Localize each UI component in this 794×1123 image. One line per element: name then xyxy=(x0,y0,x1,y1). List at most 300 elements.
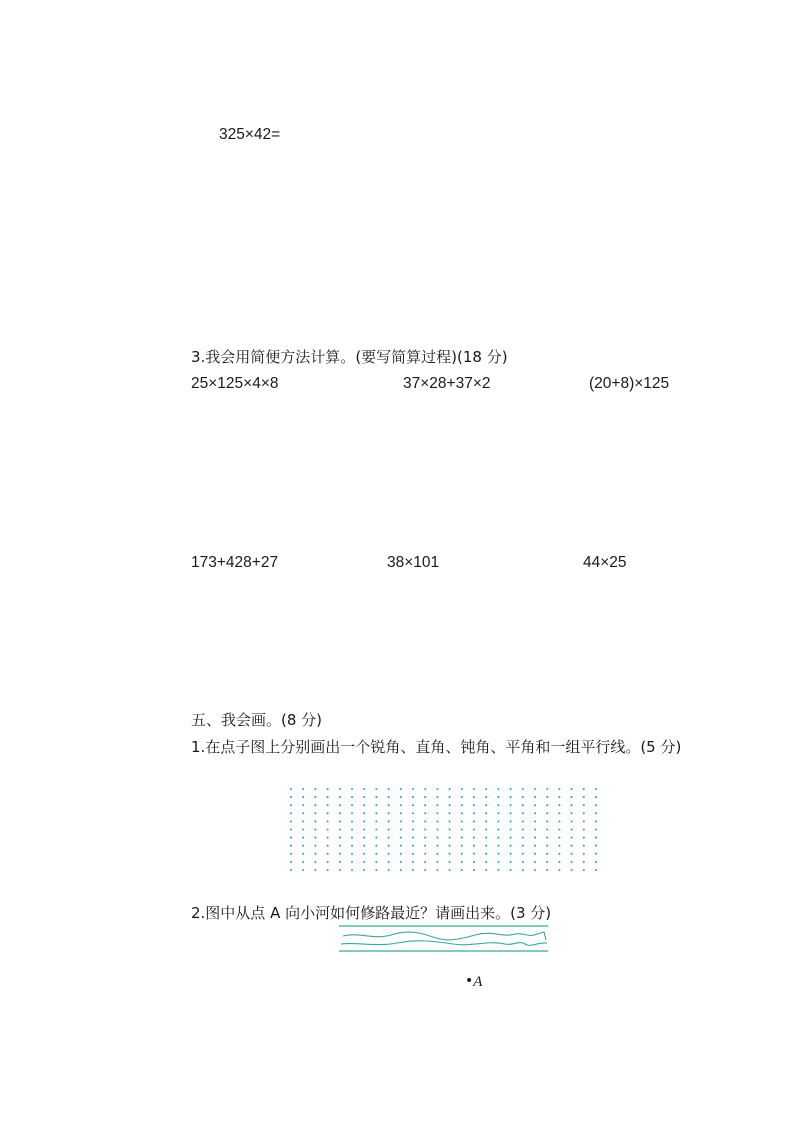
grid-dot[interactable] xyxy=(522,812,524,814)
grid-dot[interactable] xyxy=(388,804,390,806)
grid-dot[interactable] xyxy=(327,837,329,839)
grid-dot[interactable] xyxy=(314,837,316,839)
expression-r2c2: 38×101 xyxy=(387,554,440,571)
grid-dot[interactable] xyxy=(314,828,316,830)
grid-dot[interactable] xyxy=(449,828,451,830)
grid-dot[interactable] xyxy=(473,869,475,871)
grid-dot[interactable] xyxy=(314,788,316,790)
grid-dot[interactable] xyxy=(351,837,353,839)
grid-dot[interactable] xyxy=(302,804,304,806)
grid-dot[interactable] xyxy=(400,812,402,814)
grid-dot[interactable] xyxy=(558,869,560,871)
grid-dot[interactable] xyxy=(290,853,292,855)
grid-dot[interactable] xyxy=(510,869,512,871)
grid-dot[interactable] xyxy=(461,796,463,798)
grid-dot[interactable] xyxy=(400,820,402,822)
grid-dot[interactable] xyxy=(571,828,573,830)
grid-dot[interactable] xyxy=(595,828,597,830)
grid-dot[interactable] xyxy=(424,869,426,871)
grid-dot[interactable] xyxy=(351,820,353,822)
grid-dot[interactable] xyxy=(327,796,329,798)
grid-dot[interactable] xyxy=(461,869,463,871)
grid-dot[interactable] xyxy=(558,820,560,822)
grid-dot[interactable] xyxy=(400,853,402,855)
grid-dot[interactable] xyxy=(388,861,390,863)
grid-dot[interactable] xyxy=(461,853,463,855)
grid-dot[interactable] xyxy=(436,861,438,863)
grid-dot[interactable] xyxy=(424,853,426,855)
grid-dot[interactable] xyxy=(558,861,560,863)
grid-dot[interactable] xyxy=(449,796,451,798)
river-drawing[interactable] xyxy=(337,922,551,956)
grid-dot[interactable] xyxy=(522,853,524,855)
grid-dot[interactable] xyxy=(534,796,536,798)
grid-dot[interactable] xyxy=(302,796,304,798)
grid-dot[interactable] xyxy=(510,804,512,806)
expression-r1c3: (20+8)×125 xyxy=(589,375,670,392)
grid-dot[interactable] xyxy=(339,828,341,830)
grid-dot[interactable] xyxy=(510,837,512,839)
grid-dot[interactable] xyxy=(497,837,499,839)
grid-dot[interactable] xyxy=(351,828,353,830)
grid-dot[interactable] xyxy=(595,812,597,814)
grid-dot[interactable] xyxy=(436,837,438,839)
grid-dot[interactable] xyxy=(583,812,585,814)
grid-dot[interactable] xyxy=(314,820,316,822)
grid-dot[interactable] xyxy=(400,804,402,806)
grid-dot[interactable] xyxy=(302,845,304,847)
grid-dot[interactable] xyxy=(473,820,475,822)
grid-dot[interactable] xyxy=(485,812,487,814)
grid-dot[interactable] xyxy=(302,812,304,814)
grid-dot[interactable] xyxy=(290,861,292,863)
grid-dot[interactable] xyxy=(534,804,536,806)
grid-dot[interactable] xyxy=(363,861,365,863)
grid-dot[interactable] xyxy=(546,869,548,871)
grid-dot[interactable] xyxy=(485,837,487,839)
grid-dot[interactable] xyxy=(412,788,414,790)
grid-dot[interactable] xyxy=(363,804,365,806)
grid-dot[interactable] xyxy=(473,845,475,847)
grid-dot[interactable] xyxy=(497,828,499,830)
grid-dot[interactable] xyxy=(327,828,329,830)
grid-dot[interactable] xyxy=(302,828,304,830)
grid-dot[interactable] xyxy=(546,861,548,863)
dot-grid[interactable] xyxy=(287,786,605,872)
grid-dot[interactable] xyxy=(363,796,365,798)
grid-dot[interactable] xyxy=(375,869,377,871)
grid-dot[interactable] xyxy=(388,853,390,855)
grid-dot[interactable] xyxy=(461,804,463,806)
grid-dot[interactable] xyxy=(327,861,329,863)
section5-q2: 2.图中从点 A 向小河如何修路最近？请画出来。(3 分) xyxy=(191,904,552,922)
grid-dot[interactable] xyxy=(571,820,573,822)
grid-dot[interactable] xyxy=(558,845,560,847)
grid-dot[interactable] xyxy=(534,869,536,871)
grid-dot[interactable] xyxy=(510,788,512,790)
grid-dot[interactable] xyxy=(290,837,292,839)
grid-dot[interactable] xyxy=(473,804,475,806)
grid-dot[interactable] xyxy=(510,828,512,830)
grid-dot[interactable] xyxy=(363,788,365,790)
grid-dot[interactable] xyxy=(339,820,341,822)
grid-dot[interactable] xyxy=(412,828,414,830)
grid-dot[interactable] xyxy=(375,788,377,790)
grid-dot[interactable] xyxy=(327,820,329,822)
grid-dot[interactable] xyxy=(339,853,341,855)
grid-dot[interactable] xyxy=(583,820,585,822)
grid-dot[interactable] xyxy=(461,828,463,830)
grid-dot[interactable] xyxy=(473,861,475,863)
grid-dot[interactable] xyxy=(449,845,451,847)
expression-r2c3: 44×25 xyxy=(583,554,627,571)
grid-dot[interactable] xyxy=(510,845,512,847)
grid-dot[interactable] xyxy=(314,796,316,798)
grid-dot[interactable] xyxy=(363,869,365,871)
grid-dot[interactable] xyxy=(290,845,292,847)
grid-dot[interactable] xyxy=(388,845,390,847)
grid-dot[interactable] xyxy=(473,853,475,855)
grid-dot[interactable] xyxy=(497,796,499,798)
grid-dot[interactable] xyxy=(473,828,475,830)
grid-dot[interactable] xyxy=(522,796,524,798)
grid-dot[interactable] xyxy=(461,845,463,847)
grid-dot[interactable] xyxy=(314,869,316,871)
expression-r2c1: 173+428+27 xyxy=(191,554,279,571)
grid-dot[interactable] xyxy=(558,828,560,830)
grid-dot[interactable] xyxy=(522,837,524,839)
grid-dot[interactable] xyxy=(351,853,353,855)
grid-dot[interactable] xyxy=(546,853,548,855)
grid-dot[interactable] xyxy=(485,788,487,790)
grid-dot[interactable] xyxy=(546,820,548,822)
grid-dot[interactable] xyxy=(522,845,524,847)
grid-dot[interactable] xyxy=(558,853,560,855)
grid-dot[interactable] xyxy=(558,812,560,814)
grid-dot[interactable] xyxy=(461,820,463,822)
grid-dot[interactable] xyxy=(400,788,402,790)
grid-dot[interactable] xyxy=(302,788,304,790)
grid-dot[interactable] xyxy=(571,804,573,806)
grid-dot[interactable] xyxy=(534,837,536,839)
grid-dot[interactable] xyxy=(449,853,451,855)
grid-dot[interactable] xyxy=(339,788,341,790)
expression-r1c2: 37×28+37×2 xyxy=(403,375,491,392)
grid-dot[interactable] xyxy=(351,861,353,863)
grid-dot[interactable] xyxy=(449,869,451,871)
expression-r1c1: 25×125×4×8 xyxy=(191,375,279,392)
grid-dot[interactable] xyxy=(351,845,353,847)
grid-dot[interactable] xyxy=(400,837,402,839)
grid-dot[interactable] xyxy=(314,812,316,814)
grid-dot[interactable] xyxy=(327,869,329,871)
grid-dot[interactable] xyxy=(595,853,597,855)
grid-dot[interactable] xyxy=(412,804,414,806)
grid-dot[interactable] xyxy=(290,869,292,871)
grid-dot[interactable] xyxy=(424,861,426,863)
grid-dot[interactable] xyxy=(290,804,292,806)
grid-dot[interactable] xyxy=(290,796,292,798)
grid-dot[interactable] xyxy=(571,845,573,847)
grid-dot[interactable] xyxy=(534,812,536,814)
grid-dot[interactable] xyxy=(571,837,573,839)
grid-dot[interactable] xyxy=(351,804,353,806)
grid-dot[interactable] xyxy=(510,861,512,863)
grid-dot[interactable] xyxy=(497,788,499,790)
grid-dot[interactable] xyxy=(558,804,560,806)
grid-dot[interactable] xyxy=(424,788,426,790)
grid-dot[interactable] xyxy=(485,845,487,847)
grid-dot[interactable] xyxy=(571,788,573,790)
grid-dot[interactable] xyxy=(485,861,487,863)
grid-dot[interactable] xyxy=(436,853,438,855)
grid-dot[interactable] xyxy=(558,788,560,790)
grid-dot[interactable] xyxy=(424,845,426,847)
grid-dot[interactable] xyxy=(473,837,475,839)
grid-dot[interactable] xyxy=(571,796,573,798)
grid-dot[interactable] xyxy=(351,796,353,798)
grid-dot[interactable] xyxy=(436,820,438,822)
grid-dot[interactable] xyxy=(583,828,585,830)
grid-dot[interactable] xyxy=(485,828,487,830)
grid-dot[interactable] xyxy=(449,812,451,814)
grid-dot[interactable] xyxy=(375,837,377,839)
grid-dot[interactable] xyxy=(290,828,292,830)
grid-dot[interactable] xyxy=(400,828,402,830)
grid-dot[interactable] xyxy=(388,796,390,798)
grid-dot[interactable] xyxy=(436,788,438,790)
grid-dot[interactable] xyxy=(485,869,487,871)
grid-dot[interactable] xyxy=(388,828,390,830)
grid-dot[interactable] xyxy=(327,788,329,790)
grid-dot[interactable] xyxy=(510,853,512,855)
grid-dot[interactable] xyxy=(571,812,573,814)
grid-dot[interactable] xyxy=(546,804,548,806)
grid-dot[interactable] xyxy=(314,804,316,806)
grid-dot[interactable] xyxy=(339,845,341,847)
grid-dot[interactable] xyxy=(375,828,377,830)
grid-dot[interactable] xyxy=(302,853,304,855)
grid-dot[interactable] xyxy=(497,820,499,822)
grid-dot[interactable] xyxy=(534,853,536,855)
grid-dot[interactable] xyxy=(363,812,365,814)
grid-dot[interactable] xyxy=(400,845,402,847)
grid-dot[interactable] xyxy=(314,845,316,847)
grid-dot[interactable] xyxy=(546,796,548,798)
grid-dot[interactable] xyxy=(534,828,536,830)
grid-dot[interactable] xyxy=(375,796,377,798)
grid-dot[interactable] xyxy=(400,869,402,871)
grid-dot[interactable] xyxy=(485,804,487,806)
grid-dot[interactable] xyxy=(290,812,292,814)
grid-dot[interactable] xyxy=(412,845,414,847)
grid-dot[interactable] xyxy=(546,828,548,830)
grid-dot[interactable] xyxy=(436,796,438,798)
grid-dot[interactable] xyxy=(510,796,512,798)
grid-dot[interactable] xyxy=(412,853,414,855)
grid-dot[interactable] xyxy=(424,812,426,814)
grid-dot[interactable] xyxy=(583,804,585,806)
grid-dot[interactable] xyxy=(583,861,585,863)
grid-dot[interactable] xyxy=(461,788,463,790)
grid-dot[interactable] xyxy=(436,869,438,871)
grid-dot[interactable] xyxy=(412,812,414,814)
grid-dot[interactable] xyxy=(571,869,573,871)
grid-dot[interactable] xyxy=(461,812,463,814)
grid-dot[interactable] xyxy=(436,828,438,830)
grid-dot[interactable] xyxy=(363,845,365,847)
grid-dot[interactable] xyxy=(583,845,585,847)
grid-dot[interactable] xyxy=(473,788,475,790)
grid-dot[interactable] xyxy=(497,812,499,814)
grid-dot[interactable] xyxy=(583,869,585,871)
grid-dot[interactable] xyxy=(583,788,585,790)
grid-dot[interactable] xyxy=(388,869,390,871)
grid-dot[interactable] xyxy=(485,820,487,822)
grid-dot[interactable] xyxy=(388,837,390,839)
grid-dot[interactable] xyxy=(412,820,414,822)
grid-dot[interactable] xyxy=(424,828,426,830)
grid-dot[interactable] xyxy=(571,861,573,863)
grid-dot[interactable] xyxy=(595,861,597,863)
grid-dot[interactable] xyxy=(302,861,304,863)
grid-dot[interactable] xyxy=(339,804,341,806)
grid-dot[interactable] xyxy=(351,812,353,814)
grid-dot[interactable] xyxy=(485,796,487,798)
grid-dot[interactable] xyxy=(522,869,524,871)
grid-dot[interactable] xyxy=(314,853,316,855)
grid-dot[interactable] xyxy=(583,796,585,798)
grid-dot[interactable] xyxy=(473,796,475,798)
grid-dot[interactable] xyxy=(302,869,304,871)
grid-dot[interactable] xyxy=(339,837,341,839)
grid-dot[interactable] xyxy=(339,796,341,798)
grid-dot[interactable] xyxy=(412,861,414,863)
grid-dot[interactable] xyxy=(497,869,499,871)
grid-dot[interactable] xyxy=(473,812,475,814)
grid-dot[interactable] xyxy=(412,837,414,839)
grid-dot[interactable] xyxy=(302,837,304,839)
grid-dot[interactable] xyxy=(327,845,329,847)
grid-dot[interactable] xyxy=(363,837,365,839)
grid-dot[interactable] xyxy=(375,812,377,814)
grid-dot[interactable] xyxy=(583,853,585,855)
grid-dot[interactable] xyxy=(388,820,390,822)
grid-dot[interactable] xyxy=(339,869,341,871)
grid-dot[interactable] xyxy=(534,788,536,790)
grid-dot[interactable] xyxy=(595,804,597,806)
grid-dot[interactable] xyxy=(558,837,560,839)
grid-dot[interactable] xyxy=(424,837,426,839)
grid-dot[interactable] xyxy=(302,820,304,822)
grid-dot[interactable] xyxy=(436,812,438,814)
grid-dot[interactable] xyxy=(522,861,524,863)
grid-dot[interactable] xyxy=(485,853,487,855)
grid-dot[interactable] xyxy=(497,845,499,847)
river-wave-upper xyxy=(343,932,546,940)
grid-dot[interactable] xyxy=(522,820,524,822)
grid-dot[interactable] xyxy=(546,812,548,814)
grid-dot[interactable] xyxy=(522,828,524,830)
point-a-dot: • xyxy=(465,973,474,989)
grid-dot[interactable] xyxy=(436,804,438,806)
grid-dot[interactable] xyxy=(546,845,548,847)
grid-dot[interactable] xyxy=(534,861,536,863)
grid-dot[interactable] xyxy=(375,845,377,847)
grid-dot[interactable] xyxy=(424,820,426,822)
grid-dot[interactable] xyxy=(461,861,463,863)
grid-dot[interactable] xyxy=(375,861,377,863)
grid-dot[interactable] xyxy=(388,788,390,790)
grid-dot[interactable] xyxy=(388,812,390,814)
grid-dot[interactable] xyxy=(449,820,451,822)
grid-dot[interactable] xyxy=(375,804,377,806)
grid-dot[interactable] xyxy=(522,804,524,806)
grid-dot[interactable] xyxy=(595,796,597,798)
grid-dot[interactable] xyxy=(558,796,560,798)
grid-dot[interactable] xyxy=(400,861,402,863)
grid-dot[interactable] xyxy=(595,820,597,822)
grid-dot[interactable] xyxy=(571,853,573,855)
grid-dot[interactable] xyxy=(583,837,585,839)
grid-dot[interactable] xyxy=(424,804,426,806)
grid-dot[interactable] xyxy=(363,820,365,822)
grid-dot[interactable] xyxy=(595,869,597,871)
grid-dot[interactable] xyxy=(497,853,499,855)
grid-dot[interactable] xyxy=(339,861,341,863)
grid-dot[interactable] xyxy=(327,812,329,814)
grid-dot[interactable] xyxy=(449,788,451,790)
grid-dot[interactable] xyxy=(375,820,377,822)
grid-dot[interactable] xyxy=(595,845,597,847)
grid-dot[interactable] xyxy=(424,796,426,798)
section5-q1: 1.在点子图上分别画出一个锐角、直角、钝角、平角和一组平行线。(5 分) xyxy=(191,738,682,756)
grid-dot[interactable] xyxy=(327,853,329,855)
grid-dot[interactable] xyxy=(595,837,597,839)
grid-dot[interactable] xyxy=(510,820,512,822)
grid-dot[interactable] xyxy=(449,804,451,806)
grid-dot[interactable] xyxy=(546,837,548,839)
grid-dot[interactable] xyxy=(449,837,451,839)
grid-dot[interactable] xyxy=(412,869,414,871)
grid-dot[interactable] xyxy=(595,788,597,790)
grid-dot[interactable] xyxy=(339,812,341,814)
grid-dot[interactable] xyxy=(327,804,329,806)
grid-dot[interactable] xyxy=(497,861,499,863)
grid-dot[interactable] xyxy=(534,845,536,847)
grid-dot[interactable] xyxy=(351,869,353,871)
grid-dot[interactable] xyxy=(510,812,512,814)
grid-dot[interactable] xyxy=(412,796,414,798)
grid-dot[interactable] xyxy=(314,861,316,863)
grid-dot[interactable] xyxy=(546,788,548,790)
grid-dot[interactable] xyxy=(351,788,353,790)
grid-dot[interactable] xyxy=(375,853,377,855)
section5-heading: 五、我会画。(8 分) xyxy=(191,711,323,729)
grid-dot[interactable] xyxy=(363,853,365,855)
grid-dot[interactable] xyxy=(290,788,292,790)
grid-dot[interactable] xyxy=(522,788,524,790)
grid-dot[interactable] xyxy=(449,861,451,863)
grid-dot[interactable] xyxy=(461,837,463,839)
grid-dot[interactable] xyxy=(534,820,536,822)
section3-heading: 3.我会用简便方法计算。(要写简算过程)(18 分) xyxy=(191,348,508,366)
grid-dot[interactable] xyxy=(290,820,292,822)
grid-dot[interactable] xyxy=(436,845,438,847)
grid-dot[interactable] xyxy=(400,796,402,798)
grid-dot[interactable] xyxy=(363,828,365,830)
grid-dot[interactable] xyxy=(497,804,499,806)
